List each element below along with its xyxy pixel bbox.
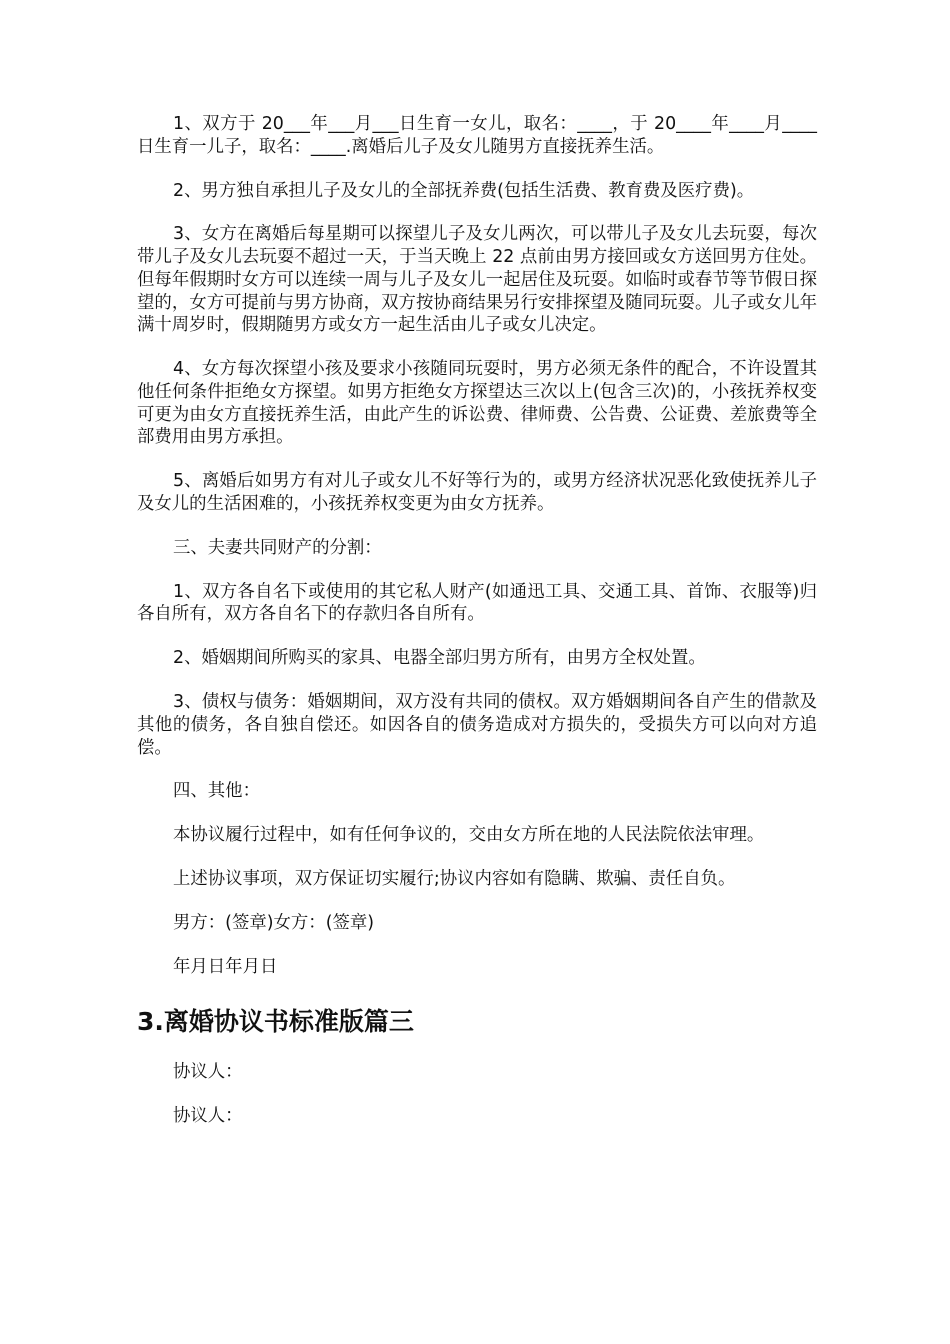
section-heading-other: 四、其他： xyxy=(173,781,260,802)
paragraph-property-3: 3、债权与债务：婚姻期间，双方没有共同的债权。双方婚姻期间各自产生的借款及其他的债务，各自独自偿还。如因各自的债务造成对方损失的，受损失方可以向对方追偿。 xyxy=(137,692,817,758)
date-line: 年月日年月日 xyxy=(173,957,278,978)
paragraph-5: 5、离婚后如男方有对儿子或女儿不好等行为的，或男方经济状况恶化致使抚养儿子及女儿的生活困难的，小孩抚养权变更为由女方抚养。 xyxy=(137,471,817,514)
document-page xyxy=(137,113,817,1149)
paragraph-property-1: 1、双方各自名下或使用的其它私人财产(如通迅工具、交通工具、首饰、衣服等)归各自所有，双方各自名下的存款归各自所有。 xyxy=(137,581,817,625)
paragraph-dispute: 本协议履行过程中，如有任何争议的，交由女方所在地的人民法院依法审理。 xyxy=(173,825,765,846)
paragraph-4: 4、女方每次探望小孩及要求小孩随同玩耍时，男方必须无条件的配合，不许设置其他任何条件拒绝女方探望。如男方拒绝女方探望达三次以上(包含三次)的，小孩抚养权变可更为由女方直接抚养生活，由此产生的诉讼费、律师费、公告费、公证费、差旅费等全部费用由男方承担。 xyxy=(137,359,817,448)
paragraph-property-2: 2、婚姻期间所购买的家具、电器全部归男方所有，由男方全权处置。 xyxy=(173,648,706,669)
party-line-1: 协议人： xyxy=(173,1061,243,1082)
party-line-2: 协议人： xyxy=(173,1105,243,1126)
paragraph-3: 3、女方在离婚后每星期可以探望儿子及女儿两次，可以带儿子及女儿去玩耍，每次带儿子及女儿去玩耍不超过一天，于当天晚上 22 点前由男方接回或女方送回男方住处。但每年假期时女方可以连续一周与儿子及女儿一起居住及玩耍。如临时或春节等节假日探望的，女方可提前与男方协商，双方按协商结果另行安排探望及随同玩耍。儿子或女儿年满十周岁时，假期随男方或女方一起生活由儿子或女儿决定。 xyxy=(137,224,817,336)
section-heading-property: 三、夫妻共同财产的分割： xyxy=(173,537,382,558)
document-heading: 3.离婚协议书标准版篇三 xyxy=(137,1006,414,1036)
signature-line: 男方：(签章)女方：(签章) xyxy=(173,913,375,934)
paragraph-guarantee: 上述协议事项，双方保证切实履行;协议内容如有隐瞒、欺骗、责任自负。 xyxy=(173,869,736,890)
paragraph-2: 2、男方独自承担儿子及女儿的全部抚养费(包括生活费、教育费及医疗费)。 xyxy=(173,180,755,201)
paragraph-1: 1、双方于 20___年___月___日生育一女儿，取名：____，于 20____年____月____日生育一儿子，取名：____.离婚后儿子及女儿随男方直接抚养生活。 xyxy=(137,114,817,157)
